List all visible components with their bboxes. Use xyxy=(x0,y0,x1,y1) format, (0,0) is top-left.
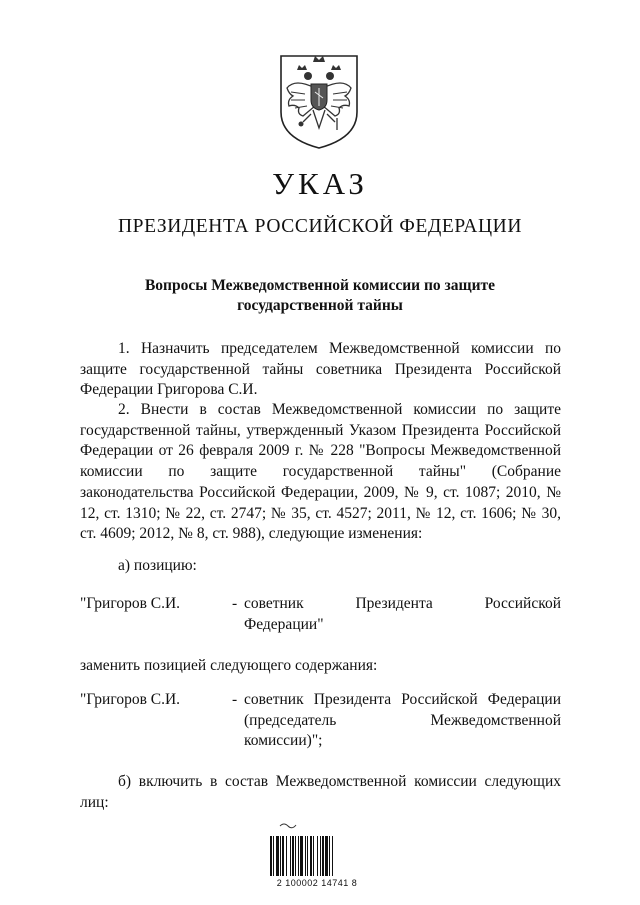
barcode-bar xyxy=(317,836,318,876)
barcode-bar xyxy=(270,836,272,876)
barcode-number: 2 100002 14741 8 xyxy=(276,878,358,888)
old-position-dash: - xyxy=(232,595,238,612)
barcode-bar xyxy=(322,836,324,876)
paragraph-2 xyxy=(80,400,561,545)
old-position-desc-line-1: советник Президента Российской xyxy=(244,595,561,612)
barcode-bar xyxy=(325,836,328,876)
barcode-bar xyxy=(276,836,279,876)
old-position-description xyxy=(244,594,561,635)
document-type-title: УКАЗ xyxy=(272,166,368,201)
barcode-bar xyxy=(290,836,291,876)
new-position-desc-line-2: (председатель Межведомственной xyxy=(244,711,561,729)
paragraph-2-text: 2. Внести в состав Межведомственной комиссии по защите государственной тайны, утвержденный Указом Президента Российской Федерации от 26 февраля 2009 г. № 228 "Вопросы Межведомственной комиссии по защите государственной тайны" (Собрание законодательства Российской Федерации, 2009, № 9, ст. 1087; 2010, № 12, ст. 1310; № 22, ст. 2747; № 35, ст. 4527; 2011, № 12, ст. 1606; № 30, ст. 4609; 2012, № 8, ст. 988), следующие изменения: xyxy=(80,401,561,543)
barcode-bar xyxy=(273,836,274,876)
paragraph-1 xyxy=(80,339,561,401)
item-a-text: а) позицию: xyxy=(118,557,197,574)
item-b xyxy=(80,772,561,813)
barcode-bar xyxy=(295,836,296,876)
barcode-bar xyxy=(280,836,281,876)
barcode-bar xyxy=(332,836,333,876)
new-position-desc-line-1: советник Президента Российской Федерации xyxy=(244,691,561,708)
old-position-desc-line-2: Федерации" xyxy=(244,615,324,633)
barcode-bar xyxy=(282,836,284,876)
barcode-bar xyxy=(305,836,306,876)
new-position-name: "Григоров С.И. xyxy=(80,691,181,708)
new-position-dash: - xyxy=(232,691,238,708)
item-a xyxy=(80,556,561,577)
subject-line-2: государственной тайны xyxy=(237,297,403,314)
barcode-bar xyxy=(320,836,321,876)
paragraph-1-text: 1. Назначить председателем Межведомственной комиссии по защите государственной тайны советника Президента Российской Федерации Григорова С.И. xyxy=(80,340,561,399)
barcode-bar xyxy=(300,836,303,876)
barcode-bar xyxy=(313,836,314,876)
barcode-bar xyxy=(292,836,294,876)
subject-line-1: Вопросы Межведомственной комиссии по защите xyxy=(144,277,496,294)
coat-of-arms-emblem xyxy=(275,48,363,150)
barcode-bar xyxy=(329,836,330,876)
barcode-bar xyxy=(286,836,287,876)
barcode-bar xyxy=(298,836,299,876)
replace-instruction xyxy=(80,656,561,677)
new-position-desc-line-3: комиссии)"; xyxy=(244,732,323,750)
issuer-title: ПРЕЗИДЕНТА РОССИЙСКОЙ ФЕДЕРАЦИИ xyxy=(117,216,523,237)
document-subject xyxy=(80,276,560,316)
old-position-name: "Григоров С.И. xyxy=(80,595,181,612)
item-b-text: б) включить в состав Межведомственной комиссии следующих лиц: xyxy=(80,773,561,811)
barcode-bar xyxy=(310,836,312,876)
replace-instruction-text: заменить позицией следующего содержания: xyxy=(80,657,378,674)
barcode-bar xyxy=(307,836,308,876)
barcode-image xyxy=(268,822,364,878)
new-position-description xyxy=(244,690,561,752)
